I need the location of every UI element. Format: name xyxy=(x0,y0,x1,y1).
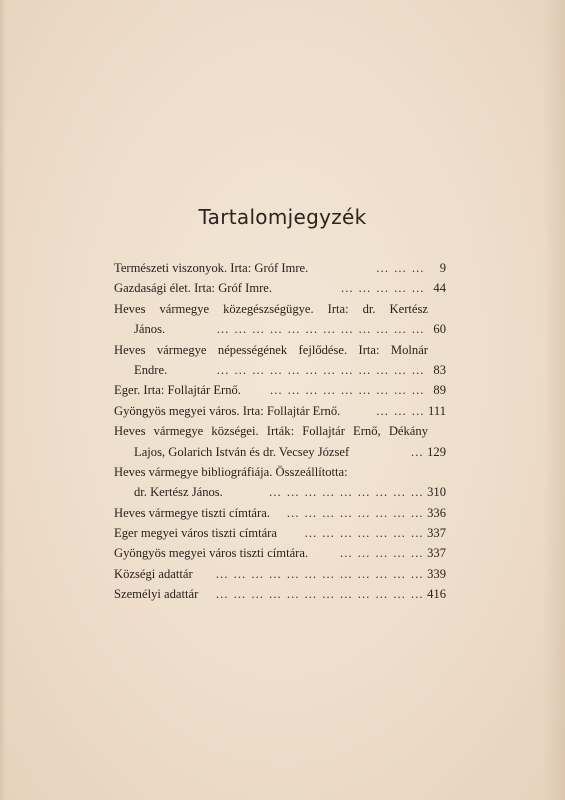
toc-entry xyxy=(114,340,446,360)
toc-leader-dots: … … … … … … … … xyxy=(286,505,425,520)
toc-entry-title: Lajos, Golarich István és dr. Vecsey József xyxy=(134,444,350,459)
toc-page-number: 111 xyxy=(428,403,446,418)
toc-entry xyxy=(114,503,446,523)
toc-page-number: 337 xyxy=(427,526,446,541)
toc-page-number: 44 xyxy=(433,281,446,296)
toc-entry xyxy=(114,401,446,421)
toc-leader-dots: … xyxy=(410,444,425,459)
toc-entry-continuation xyxy=(114,442,446,462)
toc-entry xyxy=(114,543,446,563)
toc-page-number: 339 xyxy=(427,566,446,581)
toc-entry xyxy=(114,258,446,278)
toc-entry xyxy=(114,278,446,298)
toc-page-number: 337 xyxy=(427,546,446,561)
toc-page-number: 416 xyxy=(427,587,446,602)
toc-page-number: 83 xyxy=(433,362,446,377)
toc-entry-title: Heves vármegye községei. Irták: Follajtár Ernő, Dékány xyxy=(114,424,428,439)
toc-entry-title: Községi adattár xyxy=(114,566,193,581)
toc-entry-title: dr. Kertész János. xyxy=(134,485,223,500)
toc-page-number: 310 xyxy=(427,485,446,500)
toc-entry xyxy=(114,380,446,400)
table-of-contents xyxy=(114,258,446,605)
toc-entry-continuation xyxy=(114,319,446,339)
page-edge-shadow xyxy=(543,0,565,800)
toc-entry-title: Heves vármegye tiszti címtára. xyxy=(114,505,270,520)
toc-entry-continuation xyxy=(114,360,446,380)
toc-entry-title: Gazdasági élet. Irta: Gróf Imre. xyxy=(114,281,273,296)
toc-entry xyxy=(114,421,446,441)
toc-entry xyxy=(114,299,446,319)
toc-entry-title: Gyöngyös megyei város. Irta: Follajtár Ernő. xyxy=(114,403,341,418)
toc-page-number: 89 xyxy=(433,383,446,398)
toc-leader-dots: … … … … … … … … … xyxy=(269,383,425,398)
page-fold-shadow xyxy=(0,0,6,800)
toc-page-number: 9 xyxy=(439,261,446,275)
toc-entry-title: Személyi adattár xyxy=(114,587,199,602)
toc-entry xyxy=(114,584,446,604)
toc-page-number: 60 xyxy=(433,322,446,337)
toc-leader-dots: … … … xyxy=(375,261,425,275)
toc-leader-dots: … … … … … … … xyxy=(304,526,425,541)
toc-leader-dots: … … … … … … … … … … … … xyxy=(216,322,425,337)
toc-entry xyxy=(114,462,446,482)
toc-entry xyxy=(114,523,446,543)
toc-entry-title: Gyöngyös megyei város tiszti címtára. xyxy=(114,546,309,561)
toc-leader-dots: … … … … … … … … … … … … xyxy=(215,566,425,581)
toc-leader-dots: … … … … … … … … … xyxy=(268,485,425,500)
toc-entry-title: János. xyxy=(134,322,166,337)
page-title: Tartalomjegyzék xyxy=(198,205,367,229)
toc-leader-dots: … … … … … … … … … … … … xyxy=(215,587,425,602)
toc-leader-dots: … … … … … xyxy=(340,281,425,296)
toc-entry-title: Eger. Irta: Follajtár Ernő. xyxy=(114,383,241,398)
toc-entry-title: Endre. xyxy=(134,362,168,377)
toc-entry-title: Heves vármegye népességének fejlődése. Irta: Molnár xyxy=(114,342,428,357)
toc-entry-title: Heves vármegye bibliográfiája. Összeállította: xyxy=(114,464,348,479)
toc-page-number: 336 xyxy=(427,505,446,520)
toc-leader-dots: … … … … … xyxy=(339,546,425,561)
toc-entry-title: Heves vármegye közegészségügye. Irta: dr. Kertész xyxy=(114,301,428,316)
toc-entry-title: Természeti viszonyok. Irta: Gróf Imre. xyxy=(114,261,309,275)
toc-leader-dots: … … … xyxy=(375,403,425,418)
toc-page-number: 129 xyxy=(427,444,446,459)
toc-entry xyxy=(114,564,446,584)
toc-entry-continuation xyxy=(114,482,446,502)
toc-leader-dots: … … … … … … … … … … … … xyxy=(216,362,425,377)
toc-entry-title: Eger megyei város tiszti címtára xyxy=(114,526,277,541)
